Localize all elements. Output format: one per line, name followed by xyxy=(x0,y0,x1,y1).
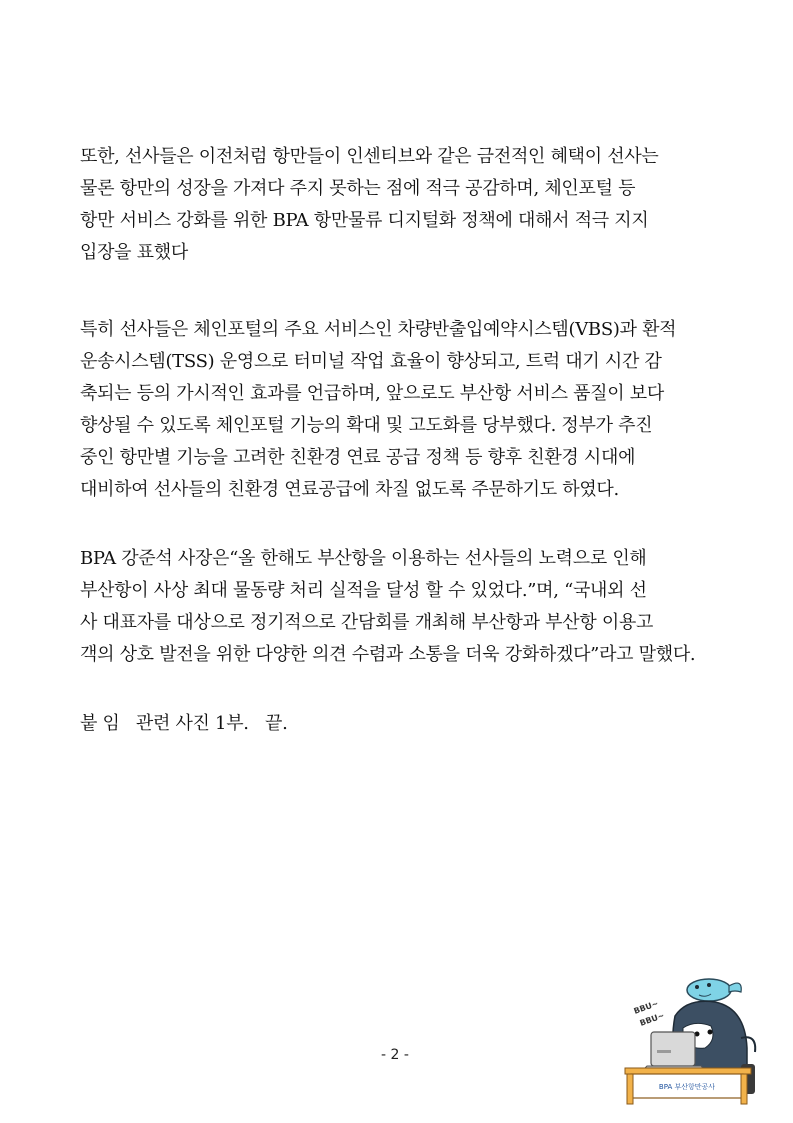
mascot-illustration xyxy=(617,968,767,1108)
text-line: 축되는 등의 가시적인 효과를 언급하며, 앞으로도 부산항 서비스 품질이 보다 xyxy=(80,383,664,404)
text-line: BPA 강준석 사장은“올 한해도 부산항을 이용하는 선사들의 노력으로 인해 xyxy=(80,548,647,569)
text-line: 운송시스템(TSS) 운영으로 터미널 작업 효율이 향상되고, 트럭 대기 시간 감 xyxy=(80,351,662,372)
paragraph-3 xyxy=(80,543,720,671)
text-line: 항만 서비스 강화를 위한 BPA 항만물류 디지털화 정책에 대해서 적극 지지 xyxy=(80,210,649,231)
desk-logo-text: BPA 부산항만공사 xyxy=(658,1083,716,1091)
page-number: - 2 - xyxy=(381,1047,409,1063)
text-line: 또한, 선사들은 이전처럼 항만들이 인센티브와 같은 금전적인 혜택이 선사는 xyxy=(80,146,659,167)
mascot-speech-1: BBU~ xyxy=(632,998,660,1016)
mascot-speech-2: BBU~ xyxy=(638,1010,666,1028)
text-line: 향상될 수 있도록 체인포털 기능의 확대 및 고도화를 당부했다. 정부가 추진 xyxy=(80,415,653,436)
attachment-text: 붙 임 관련 사진 1부. 끝. xyxy=(80,713,288,734)
text-line: 부산항이 사상 최대 물동량 처리 실적을 달성 할 수 있었다.”며, “국내외 선 xyxy=(80,580,647,601)
desk xyxy=(625,1068,751,1104)
paragraph-1 xyxy=(80,141,720,269)
paragraph-2 xyxy=(80,314,720,506)
text-line: 특히 선사들은 체인포털의 주요 서비스인 차량반출입예약시스템(VBS)과 환적 xyxy=(80,319,677,340)
attachment-note xyxy=(80,708,720,740)
text-line: 객의 상호 발전을 위한 다양한 의견 수렴과 소통을 더욱 강화하겠다”라고 말했다. xyxy=(80,644,696,665)
text-line: 물론 항만의 성장을 가져다 주지 못하는 점에 적극 공감하며, 체인포털 등 xyxy=(80,178,636,199)
text-line: 사 대표자를 대상으로 정기적으로 간담회를 개최해 부산항과 부산항 이용고 xyxy=(80,612,654,633)
text-line: 입장을 표했다 xyxy=(80,242,188,263)
text-line: 중인 항만별 기능을 고려한 친환경 연료 공급 정책 등 향후 친환경 시대에 xyxy=(80,447,636,468)
text-line: 대비하여 선사들의 친환경 연료공급에 차질 없도록 주문하기도 하였다. xyxy=(80,479,619,500)
small-dolphin-icon xyxy=(687,979,741,1001)
